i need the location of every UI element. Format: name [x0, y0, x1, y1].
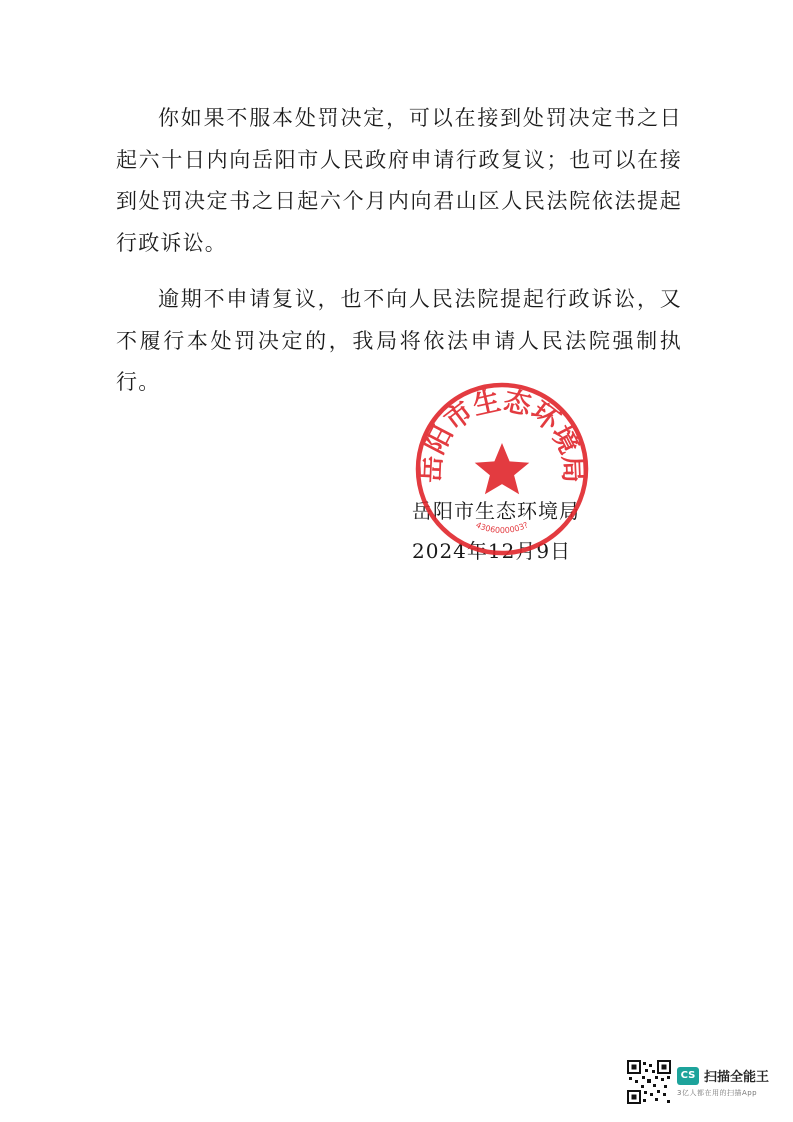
seal-text: 岳阳市生态环境局 — [415, 385, 589, 484]
seal-code: 4306000003? — [474, 520, 530, 536]
scanner-watermark — [627, 1060, 769, 1104]
qr-code-icon — [627, 1060, 671, 1104]
watermark-slogan: 3亿人都在用的扫描App — [676, 1089, 758, 1097]
signature-organization: 岳阳市生态环境局 — [412, 499, 580, 523]
signature-date: 2024年12月9日 — [412, 539, 572, 563]
camscanner-logo-icon: CS — [677, 1067, 699, 1085]
watermark-brand — [677, 1066, 769, 1085]
document-body — [116, 98, 682, 419]
watermark-app-name: 扫描全能王 — [703, 1070, 769, 1085]
paragraph-enforcement: 逾期不申请复议，也不向人民法院提起行政诉讼，又不履行本处罚决定的，我局将依法申请人民法院强制执行。 — [116, 287, 682, 394]
watermark-text-group — [677, 1066, 769, 1098]
paragraph-appeal-rights: 你如果不服本处罚决定，可以在接到处罚决定书之日起六十日内向岳阳市人民政府申请行政复议；也可以在接到处罚决定书之日起六个月内向君山区人民法院依法提起行政诉讼。 — [116, 106, 682, 255]
seal-star-icon — [475, 443, 530, 494]
official-seal-icon — [414, 381, 590, 557]
